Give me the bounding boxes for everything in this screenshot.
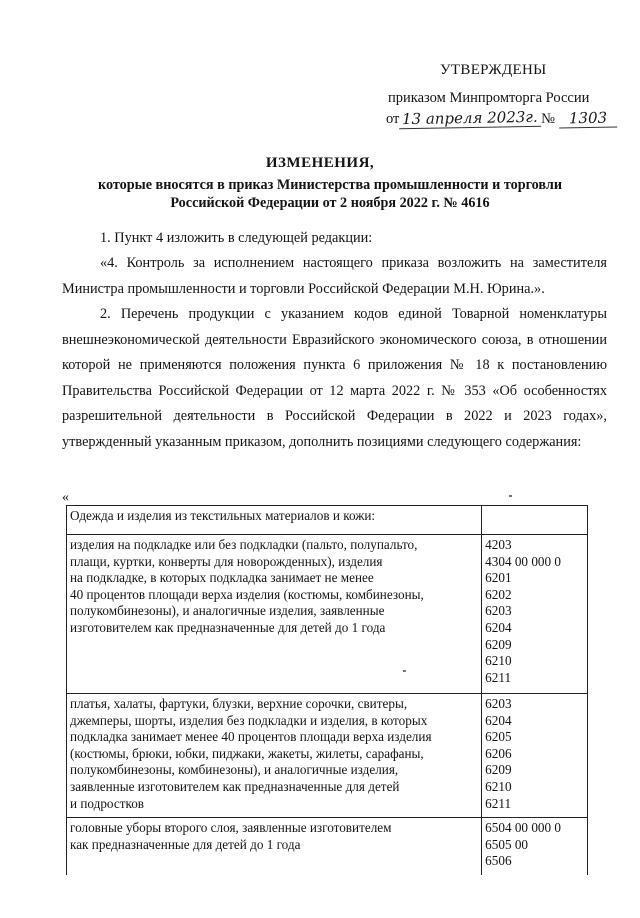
handwritten-order-number: 1303 — [559, 108, 617, 128]
tn-ved-codes-cell: 6203 6204 6205 6206 6209 6210 6211 — [482, 694, 588, 818]
paragraph-2: «4. Контроль за исполнением настоящего приказа возложить на заместителя Министра промышленности и торговли Российской Федерации М.Н. Юрина.». — [62, 255, 607, 297]
document-subtitle — [70, 176, 590, 212]
product-description-cell: платья, халаты, фартуки, блузки, верхние сорочки, свитеры, джемперы, шорты, изделия без подкладки и изделия, в которых подкладка занимает менее 40 процентов площади верха изделия (костюмы, брюки, юбки, пиджаки, жакеты, жилеты, сарафаны, полукомбинезоны, комбинезоны), и аналогичные изделия, заявленные изготовителем как предназначенные для детей и подростков — [67, 694, 482, 818]
product-description-cell: изделия на подкладке или без подкладки (пальто, полупальто, плащи, куртки, конверты для новорожденных), изделия на подкладке, в которых подкладка занимает не менее 40 процентов площади верха изделия (костюмы, комбинезоны, полукомбинезоны), и аналогичные изделия, заявленные изготовителем как предназначенные для детей до 1 года — [67, 535, 482, 694]
document-title: ИЗМЕНЕНИЯ, — [265, 155, 375, 171]
number-prefix: № — [541, 111, 555, 127]
paragraph-3: 2. Перечень продукции с указанием кодов единой Товарной номенклатуры внешнеэкономической деятельности Евразийского экономического союза, в отношении которой не применяются положения пункта 6 приложения № 18 к постановлению Правительства Российской Федерации от 12 марта 2022 г. № 353 «Об особенностях разрешительной деятельности в Российской Федерации в 2022 и 2023 годах», утвержденный указанным приказом, дополнить позициями следующего содержания: — [62, 306, 607, 450]
product-description-cell: головные уборы второго слоя, заявленные изготовителем как предназначенные для детей до 1 года — [67, 818, 482, 876]
section-heading-cell: Одежда и изделия из текстильных материалов и кожи: — [67, 506, 482, 535]
table-row — [67, 694, 588, 818]
tn-ved-codes-cell: 6504 00 000 0 6505 00 6506 — [482, 818, 588, 876]
subtitle-line: Российской Федерации от 2 ноября 2022 г. № 4616 — [170, 195, 490, 211]
empty-code-cell — [482, 506, 588, 535]
date-prefix: от — [386, 111, 400, 127]
paragraph-1: 1. Пункт 4 изложить в следующей редакции: — [100, 230, 373, 246]
product-codes-table — [66, 505, 588, 875]
scan-speck — [509, 495, 512, 497]
table-section-heading-row — [67, 506, 588, 535]
opening-quote: « — [62, 490, 69, 505]
approval-date-line — [386, 109, 617, 128]
handwritten-date: 13 апреля 2023г. — [399, 108, 541, 129]
subtitle-line: которые вносятся в приказ Министерства промышленности и торговли — [97, 177, 563, 193]
table-row — [67, 818, 588, 876]
table-row — [67, 535, 588, 694]
approved-stamp-heading: УТВЕРЖДЕНЫ — [440, 62, 547, 78]
tn-ved-codes-cell: 4203 4304 00 000 0 6201 6202 6203 6204 6209 6210 6211 — [482, 535, 588, 694]
approval-order-line: приказом Минпромторга России — [388, 90, 590, 106]
